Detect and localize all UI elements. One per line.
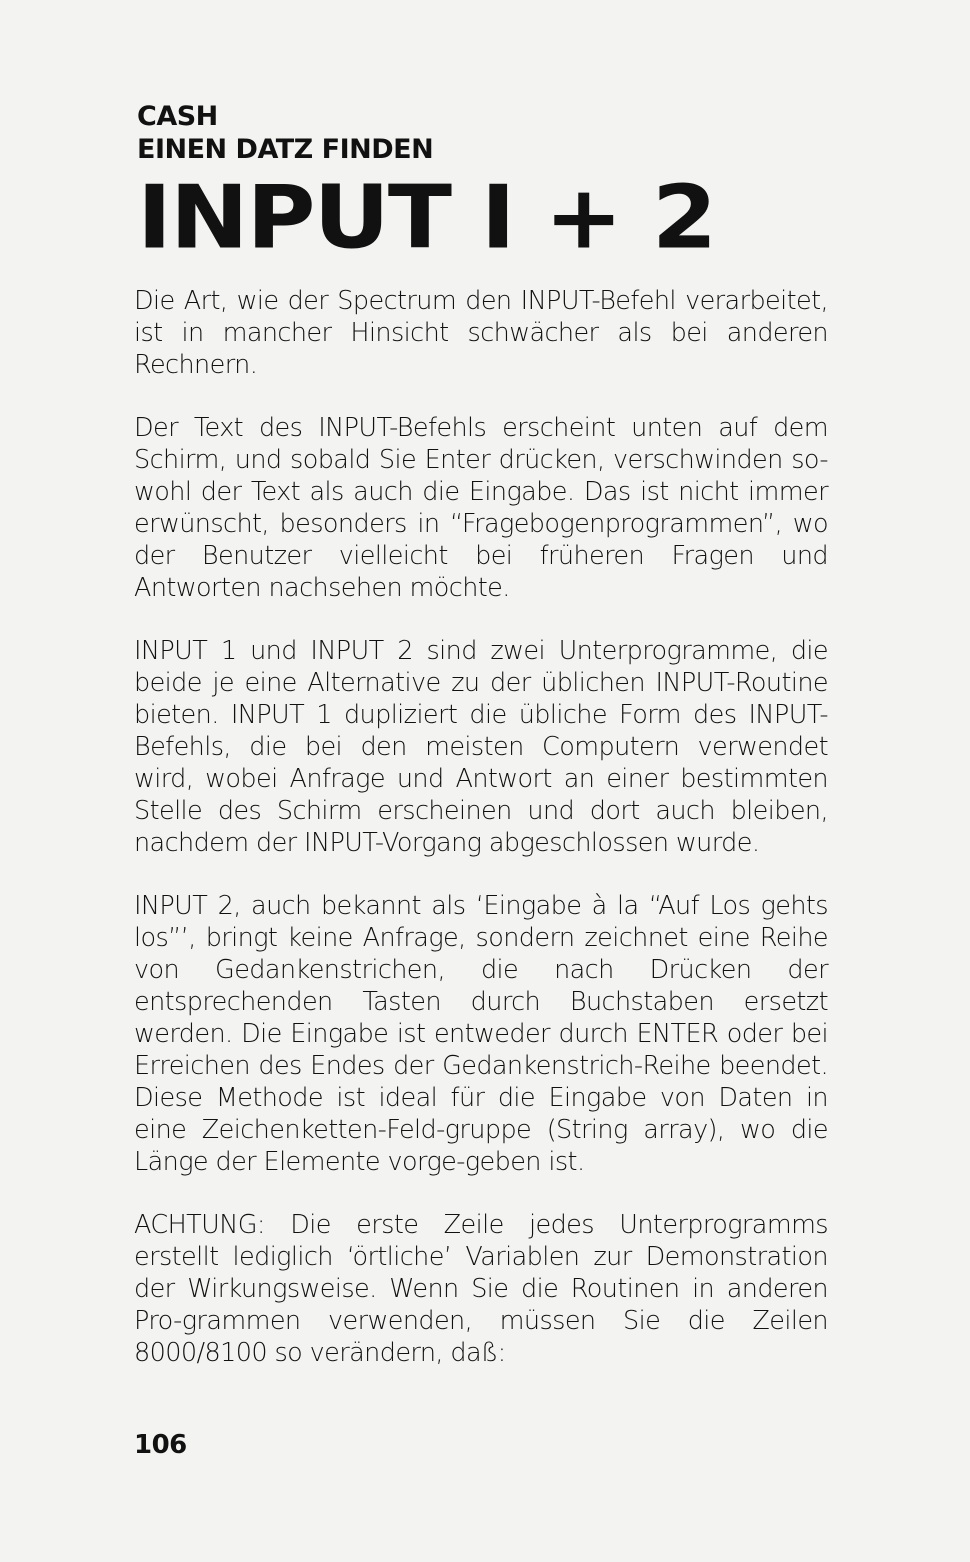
page-number: 106 — [134, 1430, 187, 1460]
paragraph-input-text: Der Text des INPUT-Befehls erscheint unten auf dem Schirm, und sobald Sie Enter drücken, verschwinden so-wohl der Text als auch die Eingabe. Das ist nicht immer erwünscht, besonders in “Fragebogenprogrammen”, wo der Benutzer vielleicht bei früheren Fragen und Antworten nachsehen möchte. — [134, 413, 828, 603]
page-title: INPUT I + 2 — [137, 167, 716, 269]
paragraph-intro: Die Art, wie der Spectrum den INPUT-Befehl verarbeitet, ist in mancher Hinsicht schwächer als bei anderen Rechnern. — [134, 286, 828, 380]
paragraph-input-1: INPUT 1 und INPUT 2 sind zwei Unterprogramme, die beide je eine Alternative zu der üblichen INPUT-Routine bieten. INPUT 1 dupliziert die übliche Form des INPUT-Befehls, die bei den meisten Computern verwendet wird, wobei Anfrage und Antwort an einer bestimmten Stelle des Schirm erscheinen und dort auch bleiben, nachdem der INPUT-Vorgang abgeschlossen wurde. — [134, 636, 828, 858]
paragraph-input-2: INPUT 2, auch bekannt als ‘Eingabe à la “Auf Los gehts los”’, bringt keine Anfrage, sondern zeichnet eine Reihe von Gedankenstrichen, die nach Drücken der entsprechenden Tasten durch Buchstaben ersetzt werden. Die Eingabe ist entweder durch ENTER oder bei Erreichen des Endes der Gedankenstrich-Reihe beendet. Diese Methode ist ideal für die Eingabe von Daten in eine Zeichenketten-Feld-gruppe (String array), wo die Länge der Elemente vorge-geben ist. — [134, 891, 828, 1177]
section-subtitle: EINEN DATZ FINDEN — [137, 134, 434, 165]
body-text — [134, 285, 828, 1400]
section-label: CASH — [137, 101, 218, 132]
paragraph-warning: ACHTUNG: Die erste Zeile jedes Unterprogramms erstellt lediglich ‘örtliche’ Variablen zur Demonstration der Wirkungsweise. Wenn Sie die Routinen in anderen Pro-grammen verwenden, müssen Sie die Zeilen 8000/8100 so verändern, daß: — [134, 1210, 828, 1368]
page-header — [137, 100, 857, 272]
